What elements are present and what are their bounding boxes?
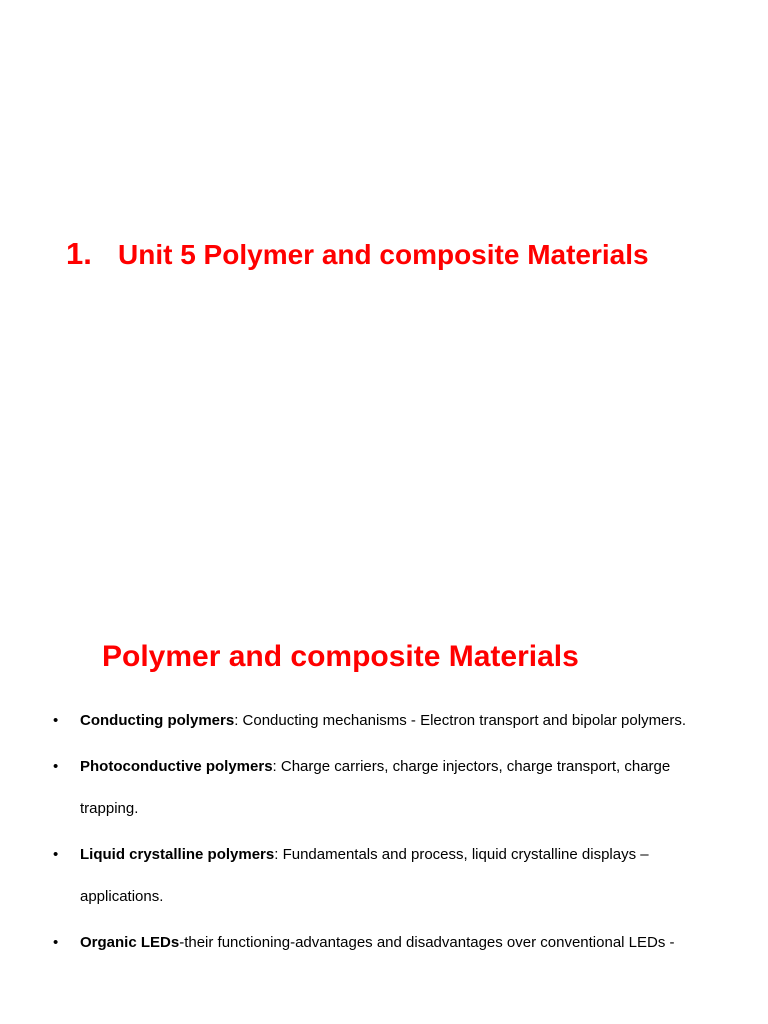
list-item-term: Photoconductive polymers — [80, 758, 273, 775]
list-item-text: : Fundamentals and process, liquid crystalline displays – applications. — [80, 846, 649, 905]
list-item-term: Liquid crystalline polymers — [80, 846, 275, 863]
slide-title — [66, 233, 649, 276]
list-item-text: : Charge carriers, charge injectors, charge transport, charge trapping. — [80, 758, 671, 817]
topic-list — [0, 700, 768, 968]
list-item-term: Conducting polymers — [80, 712, 235, 729]
slide-title-text: Unit 5 Polymer and composite Materials — [118, 239, 649, 270]
list-item-text: -their functioning-advantages and disadvantages over conventional LEDs - — [179, 934, 675, 951]
list-item — [0, 746, 768, 830]
bullet-icon: • — [53, 846, 59, 863]
list-item — [0, 700, 768, 742]
list-item-term: Organic LEDs — [80, 934, 180, 951]
bullet-icon: • — [53, 758, 59, 775]
list-item — [0, 922, 768, 964]
bullet-icon: • — [53, 934, 59, 951]
section-heading: Polymer and composite Materials — [102, 640, 579, 673]
bullet-icon: • — [53, 712, 59, 729]
slide-number: 1. — [66, 236, 92, 271]
list-item — [0, 834, 768, 918]
list-item-text: : Conducting mechanisms - Electron transport and bipolar polymers. — [234, 712, 687, 729]
